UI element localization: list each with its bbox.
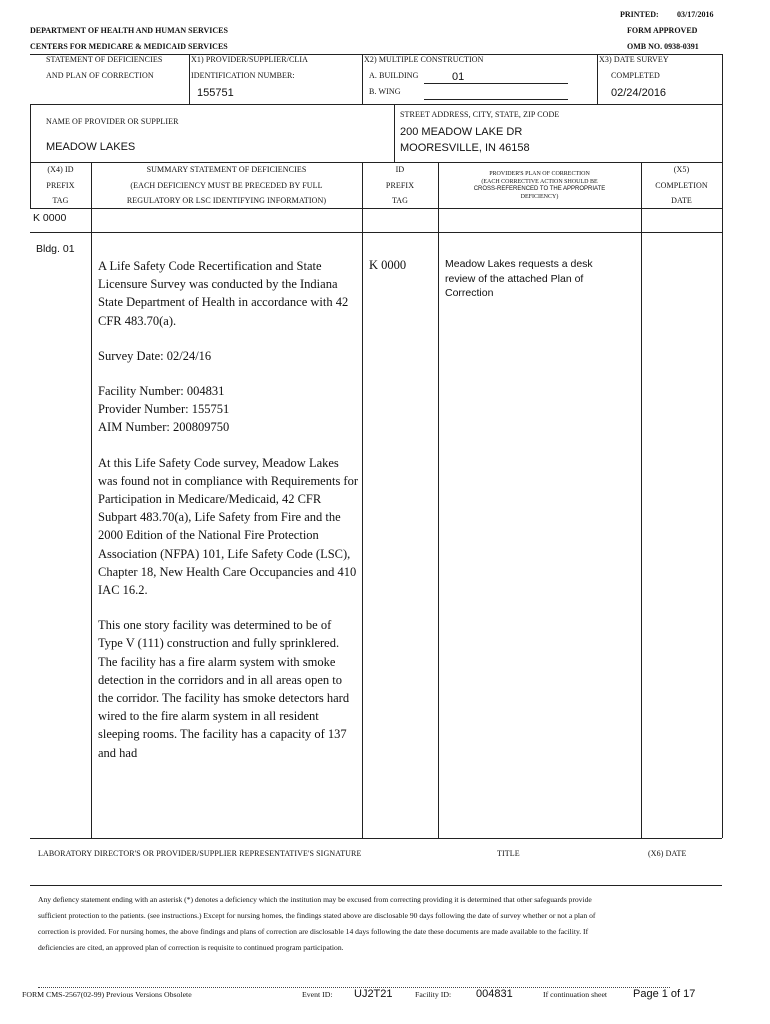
continuation-label: If continuation sheet [543, 990, 608, 999]
signature-label: LABORATORY DIRECTOR'S OR PROVIDER/SUPPLIER REPRESENTATIVE'S SIGNATURE [38, 849, 362, 858]
poc-header-2: (EACH CORRECTIVE ACTION SHOULD BE [481, 179, 598, 185]
address-line-2: MOORESVILLE, IN 46158 [400, 142, 530, 154]
tag-prefix-left: K 0000 [33, 212, 67, 224]
poc-header-4: DEFICIENCY) [520, 194, 559, 200]
x3-label-1: X3) DATE SURVEY [599, 55, 669, 64]
provider-name-label: NAME OF PROVIDER OR SUPPLIER [46, 117, 179, 126]
summary-paragraph: This one story facility was determined to be of Type V (111) construction and fully sprinklered. The facility has a fire alarm system with smoke detection in the corridors and in all areas open to the corridor. The facility has smoke detectors hard wired to the fire alarm system in all resident sleeping rooms. The facility has a capacity of 137 and had [98, 618, 350, 760]
x4-header-1: (X4) ID [47, 165, 74, 174]
summary-paragraph: A Life Safety Code Recertification and State Licensure Survey was conducted by the Indiana State Department of Health in accordance with 42 CFR 483.70(a). [98, 259, 349, 328]
summary-header-2: (EACH DEFICIENCY MUST BE PRECEDED BY FULL [130, 181, 323, 190]
id-header-2: PREFIX [385, 181, 415, 190]
disclosure-footnote: Any defiency statement ending with an asterisk (*) denotes a deficiency which the institution may be excused from correcting providing it is determined that other safeguards provide sufficient protection to the patients. (see instructions.) Except for nursing homes, the findings stated above are disclosable 90 days following the date of survey whether or not a plan of correction is provided. For nursing homes, the above findings and plans of correction are disclosable 14 days following the date these documents are made available to the facility. If deficiencies are cited, an approved plan of correction is requisite to continued program participation. [38, 895, 596, 952]
summary-paragraph: Facility Number: 004831 Provider Number: 155751 AIM Number: 200809750 [98, 384, 230, 435]
plan-of-correction-text: Meadow Lakes requests a desk review of the attached Plan of Correction [445, 258, 593, 299]
id-header-3: TAG [391, 196, 409, 205]
address-label: STREET ADDRESS, CITY, STATE, ZIP CODE [400, 110, 560, 119]
summary-header-3: REGULATORY OR LSC IDENTIFYING INFORMATION) [126, 196, 327, 205]
event-id-label: Event ID: [302, 990, 333, 999]
x2-building-value: 01 [452, 71, 465, 83]
survey-completed-date: 02/24/2016 [611, 87, 667, 99]
x3-label-2: COMPLETED [611, 71, 660, 80]
x2-wing-label: B. WING [369, 87, 401, 96]
facility-id-label: Facility ID: [415, 990, 452, 999]
statement-label-2: AND PLAN OF CORRECTION [46, 71, 154, 80]
tag-prefix-right: K 0000 [369, 258, 407, 272]
x1-label-1: X1) PROVIDER/SUPPLIER/CLIA [191, 55, 309, 64]
omb-number: OMB NO. 0938-0391 [627, 42, 699, 51]
id-header-1: ID [395, 165, 405, 174]
provider-name-value: MEADOW LAKES [46, 141, 136, 153]
deficiency-summary [98, 257, 358, 779]
address-line-1: 200 MEADOW LAKE DR [400, 126, 523, 138]
x2-building-label: A. BUILDING [369, 71, 419, 80]
x5-header-2: COMPLETION [655, 181, 708, 190]
x4-header-3: TAG [52, 196, 69, 205]
form-number: FORM CMS-2567(02-99) Previous Versions Obsolete [22, 990, 192, 999]
summary-paragraph: Survey Date: 02/24/16 [98, 348, 212, 363]
printed-label: PRINTED: [620, 10, 659, 19]
event-id-value: UJ2T21 [354, 988, 393, 1000]
x1-label-2: IDENTIFICATION NUMBER: [191, 71, 295, 80]
summary-header-1: SUMMARY STATEMENT OF DEFICIENCIES [146, 165, 307, 174]
provider-id-value: 155751 [197, 87, 234, 99]
facility-id-value: 004831 [476, 988, 513, 1000]
x2-label: X2) MULTIPLE CONSTRUCTION [364, 55, 484, 64]
building-label: Bldg. 01 [36, 243, 75, 255]
x5-header-3: DATE [671, 196, 692, 205]
x4-header-2: PREFIX [46, 181, 75, 190]
poc-header-3: CROSS-REFERENCED TO THE APPROPRIATE [473, 186, 606, 192]
x5-header-1: (X5) [673, 165, 690, 174]
printed-date: 03/17/2016 [677, 10, 714, 19]
statement-label-1: STATEMENT OF DEFICIENCIES [46, 55, 163, 64]
title-label: TITLE [497, 849, 520, 858]
poc-header-1: PROVIDER'S PLAN OF CORRECTION [489, 171, 590, 177]
summary-paragraph: At this Life Safety Code survey, Meadow Lakes was found not in compliance with Requirements for Participation in Medicare/Medicaid, 42 CFR Subpart 483.70(a), Life Safety from Fire and the 2000 Edition of the National Fire Protection Association (NFPA) 101, Life Safety Code (LSC), Chapter 18, New Health Care Occupancies and 410 IAC 16.2. [98, 455, 359, 598]
department-title: DEPARTMENT OF HEALTH AND HUMAN SERVICES [30, 26, 228, 35]
page-number: Page 1 of 17 [633, 988, 696, 1000]
form-approved: FORM APPROVED [627, 26, 698, 35]
centers-title: CENTERS FOR MEDICARE & MEDICAID SERVICES [30, 42, 228, 51]
date-label: (X6) DATE [648, 849, 687, 858]
